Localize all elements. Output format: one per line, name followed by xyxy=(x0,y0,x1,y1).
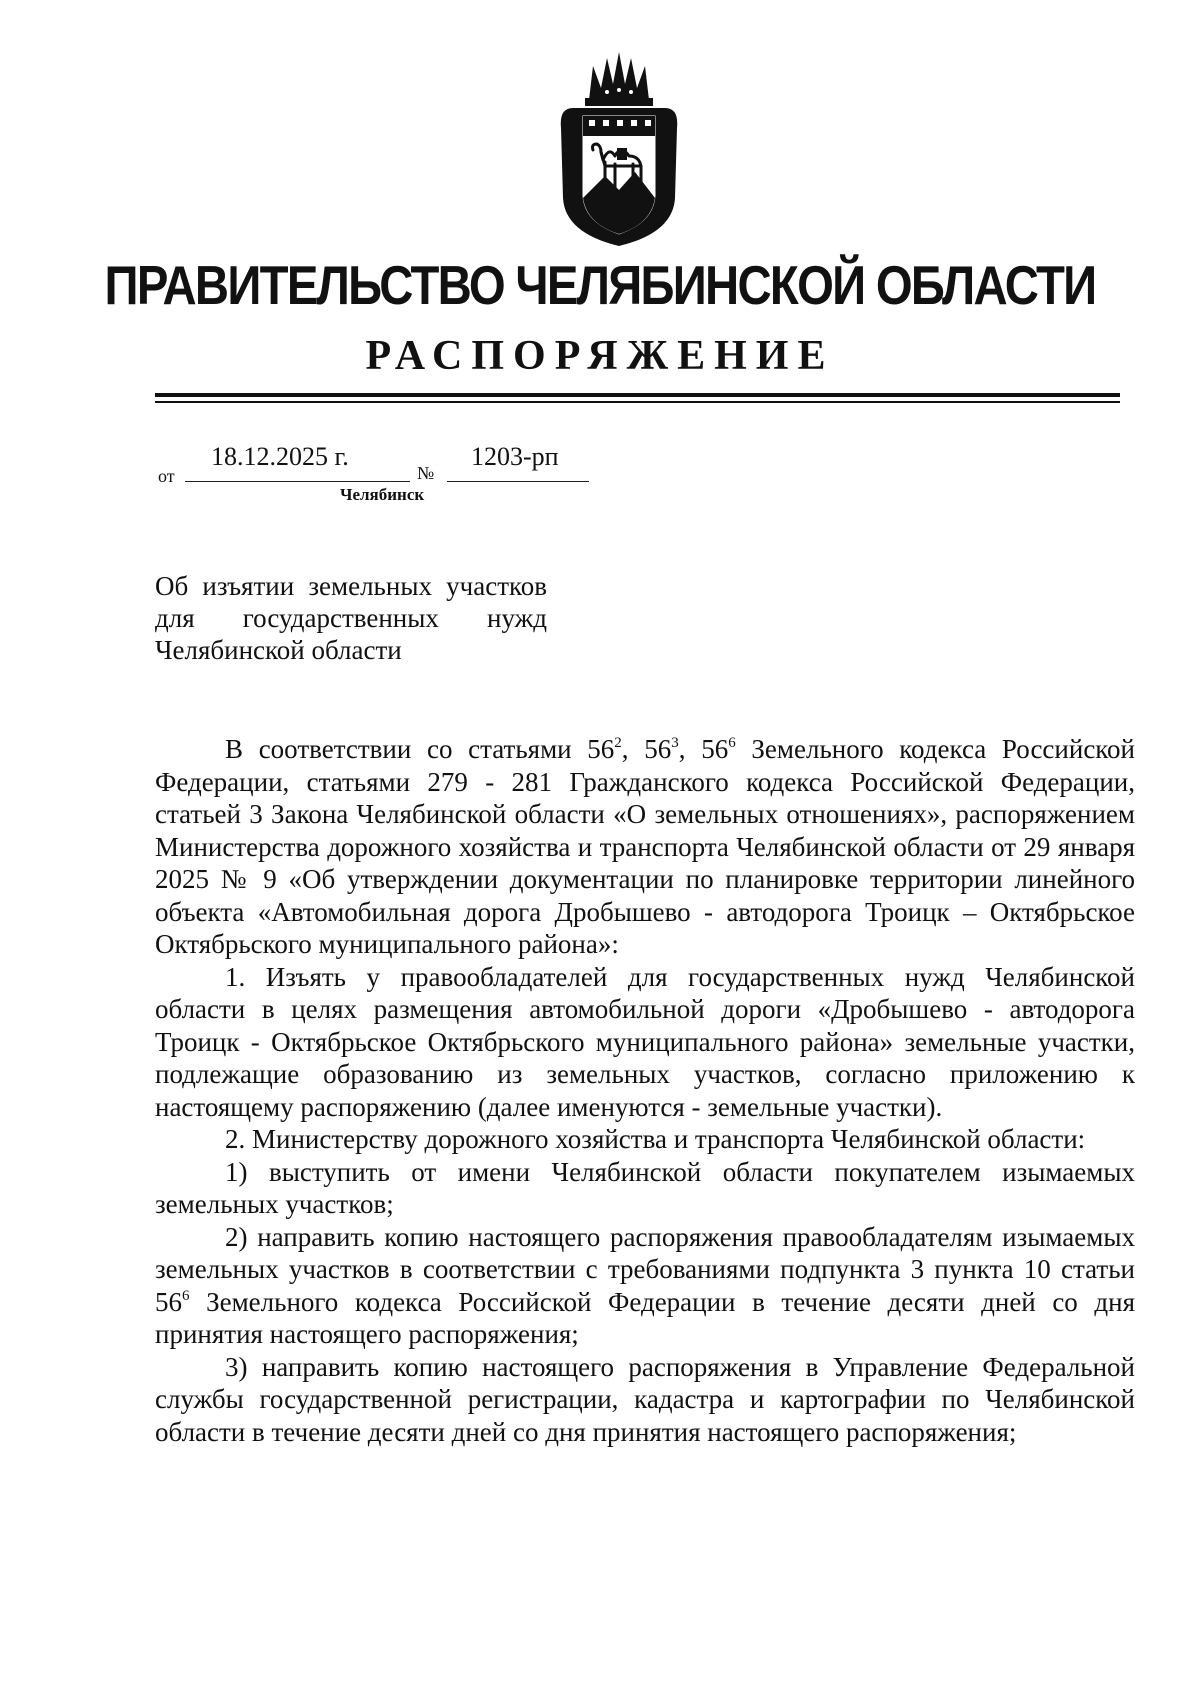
subclause-1-paragraph: 1) выступить от имени Челябинской области покупателем изымаемых земельных участков; xyxy=(155,1156,1135,1219)
chelyabinsk-coat-of-arms-icon xyxy=(555,48,683,248)
document-subject xyxy=(155,570,547,666)
subject-line: для государственных нужд xyxy=(155,603,547,633)
subject-line: Об изъятии земельных участков xyxy=(155,571,547,601)
government-title: ПРАВИТЕЛЬСТВО ЧЕЛЯБИНСКОЙ ОБЛАСТИ xyxy=(104,254,1096,316)
clause-1-paragraph: 1. Изъять у правообладателей для государственных нужд Челябинской области в целях размещения автомобильной дороги «Дробышево - автодорога Троицк - Октябрьское Октябрьского муниципального района» земельные участки, подлежащие образованию из земельных участков, согласно приложению к настоящему распоряжению (далее именуются - земельные участки). xyxy=(155,961,1135,1122)
header-rule-thin xyxy=(155,401,1120,403)
date-underline xyxy=(185,481,410,482)
number-underline xyxy=(447,481,589,482)
preamble-paragraph: В соответствии со статьями $56^2$, $56^3$, $56^6$ Земельного кодекса Российской Федерации, статьями 279 - 281 Гражданского кодекса Российской Федерации, статьей 3 Закона Челябинской области «О земельных отношениях», распоряжением Министерства дорожного хозяйства и транспорта Челябинской области от 29 января 2025 № 9 «Об утверждении документации по планировке территории линейного объекта «Автомобильная дорога Дробышево - автодорога Троицк – Октябрьское Октябрьского муниципального района»: xyxy=(155,734,1135,959)
document-body xyxy=(155,733,1135,1448)
city-name: Челябинск xyxy=(340,485,425,504)
subject-line: Челябинской области xyxy=(155,635,402,665)
number-value: 1203-рп xyxy=(471,442,559,471)
subclause-2-paragraph: 2) направить копию настоящего распоряжения правообладателям изымаемых земельных участков в соответствии с требованиями подпункта 3 пункта 10 статьи $56^6$ Земельного кодекса Российской Федерации в течение десяти дней со дня принятия настоящего распоряжения; xyxy=(155,1221,1135,1349)
header-rule-thick xyxy=(155,393,1120,397)
date-label: от xyxy=(158,466,175,486)
number-label: № xyxy=(417,463,435,483)
subclause-3-paragraph: 3) направить копию настоящего распоряжения в Управление Федеральной службы государственной регистрации, кадастра и картографии по Челябинской области в течение десяти дней со дня принятия настоящего распоряжения; xyxy=(155,1351,1135,1447)
clause-2-paragraph: 2. Министерству дорожного хозяйства и транспорта Челябинской области: xyxy=(225,1124,1086,1154)
date-value: 18.12.2025 г. xyxy=(211,442,349,471)
document-type: РАСПОРЯЖЕНИЕ xyxy=(365,333,835,379)
